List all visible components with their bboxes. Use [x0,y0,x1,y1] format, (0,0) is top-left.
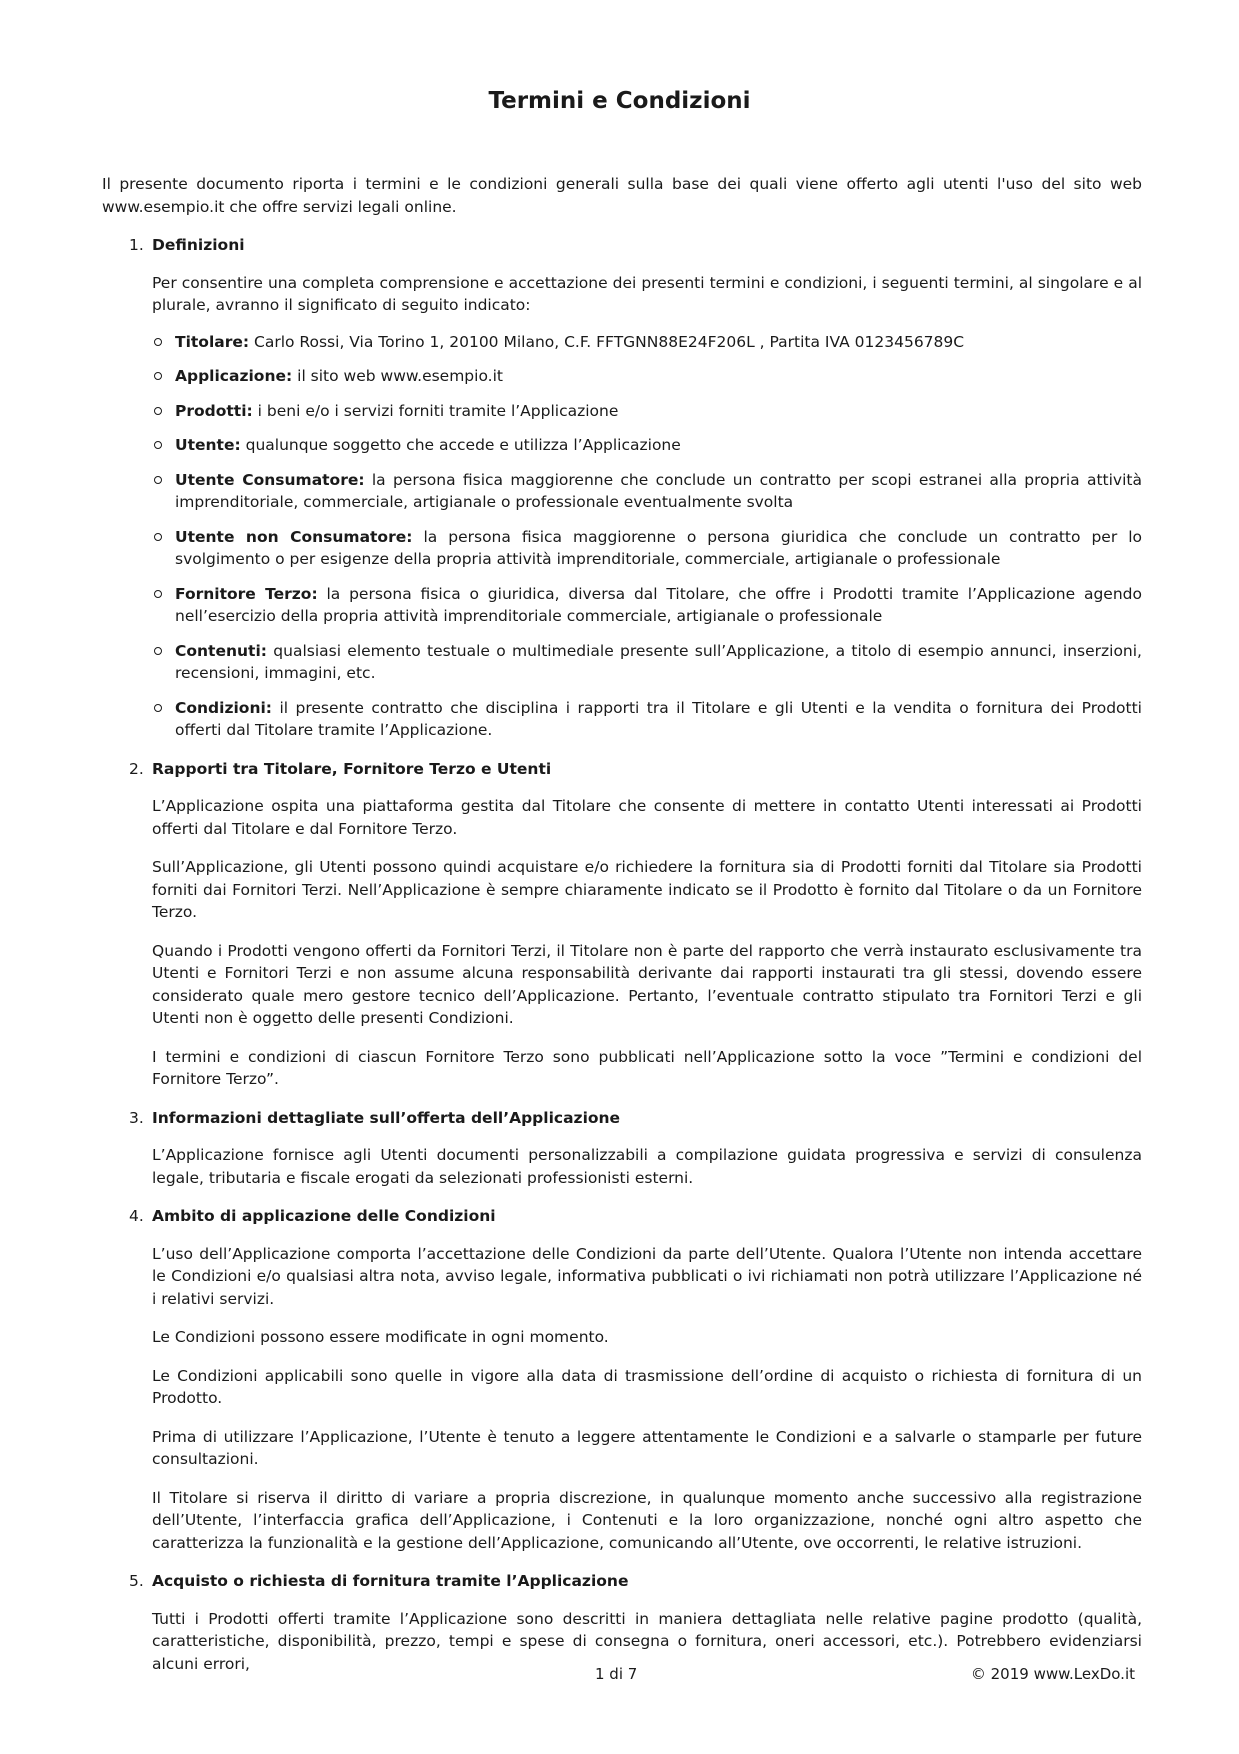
definition-item [152,365,1142,388]
definitions-list [152,331,1142,742]
document-body [102,173,1142,1691]
section-rapporti [102,758,1142,1091]
definition-term: Utente Consumatore: [175,470,365,489]
section-paragraph: L’Applicazione fornisce agli Utenti documenti personalizzabili a compilazione guidata progressiva e servizi di consulenza legale, tributaria e fiscale erogati da selezionati professionisti esterni. [152,1146,1142,1187]
section-title: Ambito di applicazione delle Condizioni [152,1207,496,1225]
section-number: 2. [129,759,144,778]
definition-text: Carlo Rossi, Via Torino 1, 20100 Milano, C.F. FFTGNN88E24F206L , Partita IVA 0123456789C [254,332,965,351]
section-number: 1. [129,236,144,254]
definition-term: Contenuti: [175,641,267,660]
definition-item [152,400,1142,423]
definition-item [152,697,1142,742]
definition-item [152,434,1142,457]
section-definizioni [102,234,1142,742]
definition-text: il presente contratto che disciplina i rapporti tra il Titolare e gli Utenti e la vendita o fornitura dei Prodotti offerti dal Titolare tramite l’Applicazione. [175,698,1142,739]
definition-text: qualsiasi elemento testuale o multimediale presente sull’Applicazione, a titolo di esempio annunci, inserzioni, recensioni, immagini, etc. [175,641,1142,682]
section-paragraph: Per consentire una completa comprensione e accettazione dei presenti termini e condizioni, i seguenti termini, al singolare e al plurale, avranno il significato di seguito indicato: [152,273,1142,314]
definition-text: la persona fisica maggiorenne o persona giuridica che conclude un contratto per lo svolgimento o per esigenze della propria attività imprenditoriale, commerciale, artigianale o professionale [175,527,1142,568]
definition-text: il sito web www.esempio.it [297,367,503,385]
section-number: 4. [129,1207,144,1225]
section-acquisto [102,1570,1142,1675]
definition-item [152,583,1142,628]
section-paragraph: Le Condizioni possono essere modificate in ogni momento. [152,1328,609,1346]
section-paragraph: L’Applicazione ospita una piattaforma gestita dal Titolare che consente di mettere in contatto Utenti interessati ai Prodotti offerti dal Titolare e dal Fornitore Terzo. [152,797,1142,838]
definition-text: la persona fisica o giuridica, diversa dal Titolare, che offre i Prodotti tramite l’Applicazione agendo nell’esercizio della propria attività imprenditoriale commerciale, artigianale o professionale [175,584,1142,625]
definition-item [152,331,1142,354]
definition-item [152,469,1142,514]
section-paragraph: Il Titolare si riserva il diritto di variare a propria discrezione, in qualunque momento anche successivo alla registrazione dell’Utente, l’interfaccia grafica dell’Applicazione, i Contenuti e la loro organizzazione, nonché ogni altro aspetto che caratterizza la funzionalità e la gestione dell’Applicazione, comunicando all’Utente, ove occorrenti, le relative istruzioni. [152,1488,1142,1552]
definition-text: qualunque soggetto che accede e utilizza l’Applicazione [245,436,681,454]
section-paragraph: Tutti i Prodotti offerti tramite l’Applicazione sono descritti in maniera dettagliata nelle relative pagine prodotto (qualità, caratteristiche, disponibilità, prezzo, tempi e spese di consegna o fornitura, oneri accessori, etc.). Potrebbero evidenziarsi alcuni errori, [152,1609,1142,1673]
section-title: Rapporti tra Titolare, Fornitore Terzo e Utenti [152,759,552,778]
copyright: © 2019 www.LexDo.it [970,1665,1135,1683]
section-informazioni [102,1107,1142,1190]
page-number: 1 di 7 [595,1665,638,1683]
definition-term: Utente non Consumatore: [175,527,413,546]
section-paragraph: Sull’Applicazione, gli Utenti possono quindi acquistare e/o richiedere la fornitura sia di Prodotti forniti dal Titolare sia Prodotti forniti dai Fornitori Terzi. Nell’Applicazione è sempre chiaramente indicato se il Prodotto è fornito dal Titolare o da un Fornitore Terzo. [152,858,1142,921]
section-paragraph: Prima di utilizzare l’Applicazione, l’Utente è tenuto a leggere attentamente le Condizioni e a salvarle o stamparle per future consultazioni. [152,1427,1142,1468]
definition-term: Prodotti: [175,401,253,420]
section-title: Informazioni dettagliate sull’offerta dell’Applicazione [152,1108,621,1127]
section-number: 3. [129,1108,144,1127]
definition-term: Titolare: [175,332,250,351]
section-ambito [102,1205,1142,1554]
definition-term: Condizioni: [175,698,272,717]
definition-term: Applicazione: [175,367,293,385]
section-number: 5. [129,1572,144,1590]
definition-item [152,526,1142,571]
definition-text: i beni e/o i servizi forniti tramite l’Applicazione [257,401,619,420]
section-title: Acquisto o richiesta di fornitura tramite l’Applicazione [152,1572,629,1590]
definition-term: Utente: [175,436,241,454]
definition-item [152,640,1142,685]
section-paragraph: L’uso dell’Applicazione comporta l’accettazione delle Condizioni da parte dell’Utente. Qualora l’Utente non intenda accettare le Condizioni e/o qualsiasi altra nota, avviso legale, informativa pubblicati o ivi richiamati non potrà utilizzare l’Applicazione né i relativi servizi. [152,1244,1142,1308]
section-title: Definizioni [152,236,245,254]
section-paragraph: Le Condizioni applicabili sono quelle in vigore alla data di trasmissione dell’ordine di acquisto o richiesta di fornitura di un Prodotto. [152,1366,1142,1407]
section-paragraph: Quando i Prodotti vengono offerti da Fornitori Terzi, il Titolare non è parte del rapporto che verrà instaurato esclusivamente tra Utenti e Fornitori Terzi e non assume alcuna responsabilità derivante dai rapporti instaurati tra gli stessi, dovendo essere considerato quale mero gestore tecnico dell’Applicazione. Pertanto, l’eventuale contratto stipulato tra Fornitori Terzi e gli Utenti non è oggetto delle presenti Condizioni. [152,941,1142,1027]
document-title: Termini e Condizioni [488,88,751,114]
intro-paragraph: Il presente documento riporta i termini e le condizioni generali sulla base dei quali viene offerto agli utenti l'uso del sito web www.esempio.it che offre servizi legali online. [102,175,1142,216]
definition-term: Fornitore Terzo: [175,584,318,603]
section-paragraph: I termini e condizioni di ciascun Fornitore Terzo sono pubblicati nell’Applicazione sotto la voce ”Termini e condizioni del Fornitore Terzo”. [152,1047,1142,1088]
definition-text: la persona fisica maggiorenne che conclude un contratto per scopi estranei alla propria attività imprenditoriale, commerciale, artigianale o professionale eventualmente svolta [175,470,1142,511]
